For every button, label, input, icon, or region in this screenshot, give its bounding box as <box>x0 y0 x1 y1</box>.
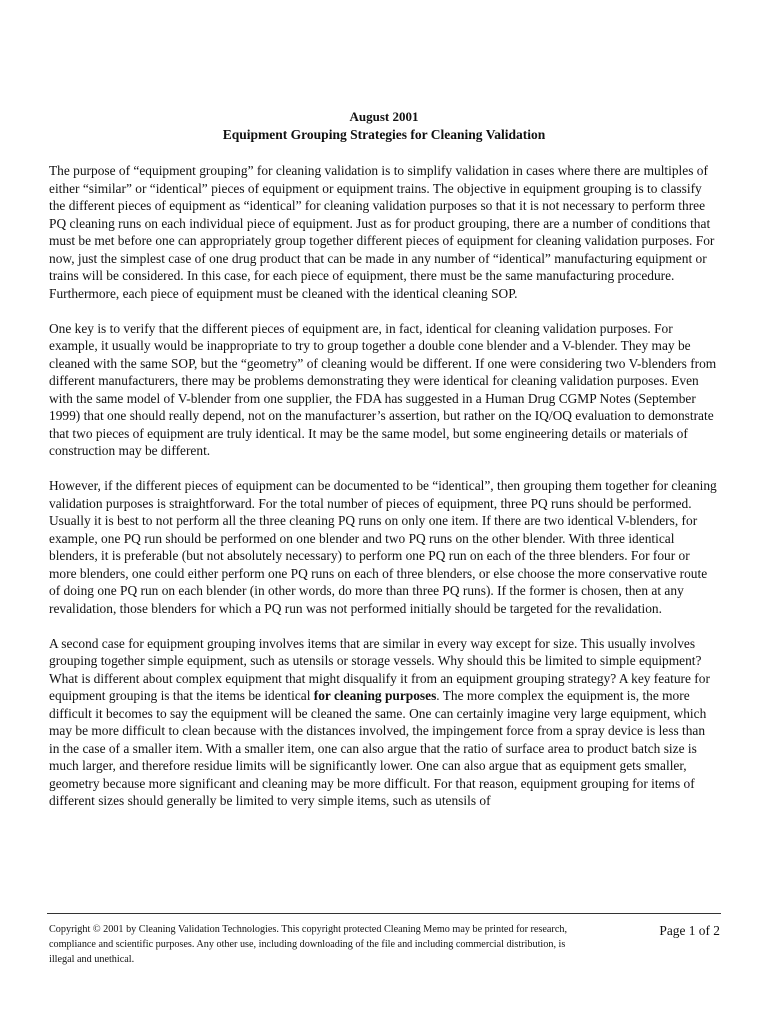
paragraph-1: The purpose of “equipment grouping” for cleaning validation is to simplify validation in cases where there are multiples of either “similar” or “identical” pieces of equipment or equipment trains. The objective in equipment grouping is to classify the different pieces of equipment as “identical” for cleaning validation purposes so that it is not necessary to perform three PQ cleaning runs on each individual piece of equipment. Just as for product grouping, there are a number of conditions that must be met before one can appropriately group together different pieces of equipment for cleaning validation purposes. For now, just the simplest case of one drug product that can be made in any number of “identical” manufacturing equipment or trains will be considered. In this case, for each piece of equipment, there must be the same manufacturing procedure. Furthermore, each piece of equipment must be cleaned with the identical cleaning SOP. <box>49 163 715 301</box>
paragraph-4 <box>49 635 717 810</box>
footer-divider <box>47 913 721 914</box>
paragraph-4-bold-text: for cleaning purposes <box>313 688 437 703</box>
copyright-notice: Copyright © 2001 by Cleaning Validation Technologies. This copyright protected Cleaning Memo may be printed for research, compliance and scientific purposes. Any other use, including downloading of the file and including commercial distribution, is illegal and unethical. <box>49 924 567 965</box>
paragraph-3: However, if the different pieces of equipment can be documented to be “identical”, then grouping them together for cleaning validation purposes is straightforward. For the total number of pieces of equipment, three PQ runs should be performed. Usually it is best to not perform all the three cleaning PQ runs on only one item. If there are two identical V-blenders, for example, one PQ run should be performed on one blender and two PQ runs on the other blender. With three identical blenders, it is preferable (but not absolutely necessary) to perform one PQ run on each of the three blenders. For four or more blenders, one could either perform one PQ runs on each of three blenders, or else choose the more conservative route of doing one PQ run on each blender (in other words, do more than three PQ runs). If the former is chosen, then at any revalidation, those blenders for which a PQ run was not performed initially should be targeted for the revalidation. <box>49 478 717 616</box>
document-title: Equipment Grouping Strategies for Cleaning Validation <box>222 127 546 142</box>
document-header <box>0 108 768 144</box>
document-body <box>49 162 717 827</box>
page-number: Page 1 of 2 <box>659 923 720 938</box>
paragraph-2: One key is to verify that the different pieces of equipment are, in fact, identical for cleaning validation purposes. For example, it usually would be inappropriate to try to group together a double cone blender and a V-blender. They may be cleaned with the same SOP, but the “geometry” of cleaning would be different. If one were considering two V-blenders from different manufacturers, there may be problems demonstrating they were identical for cleaning validation purposes. Even with the same model of V-blender from one supplier, the FDA has suggested in a Human Drug CGMP Notes (September 1999) that one should really depend, not on the manufacturer’s assertion, but rather on the IQ/OQ evaluation to demonstrate that two pieces of equipment are truly identical. It may be the same model, but some engineering details or materials of construction may be different. <box>49 320 717 458</box>
paragraph-4-text-after: . The more complex the equipment is, the more difficult it becomes to say the equipment will be cleaned the same. One can certainly imagine very large equipment, which may be more difficult to clean because with the distances involved, the impingement force from a spray device is less than in the case of a smaller item. With a smaller item, one can also argue that the ratio of surface area to product batch size is much larger, and therefore residue limits will be significantly lower. One can also argue that as equipment gets smaller, geometry because more significant and cleaning may be more difficult. For that reason, equipment grouping for items of different sizes should generally be limited to very simple items, such as utensils of <box>49 688 707 808</box>
paragraph-4-text-before: A second case for equipment grouping involves items that are similar in every way except for size. This usually involves grouping together simple equipment, such as utensils or storage vessels. Why should this be limited to simple equipment? What is different about complex equipment that might disqualify it from an equipment grouping strategy? A key feature for equipment grouping is that the items be identical <box>49 635 710 703</box>
document-date: August 2001 <box>349 109 419 124</box>
